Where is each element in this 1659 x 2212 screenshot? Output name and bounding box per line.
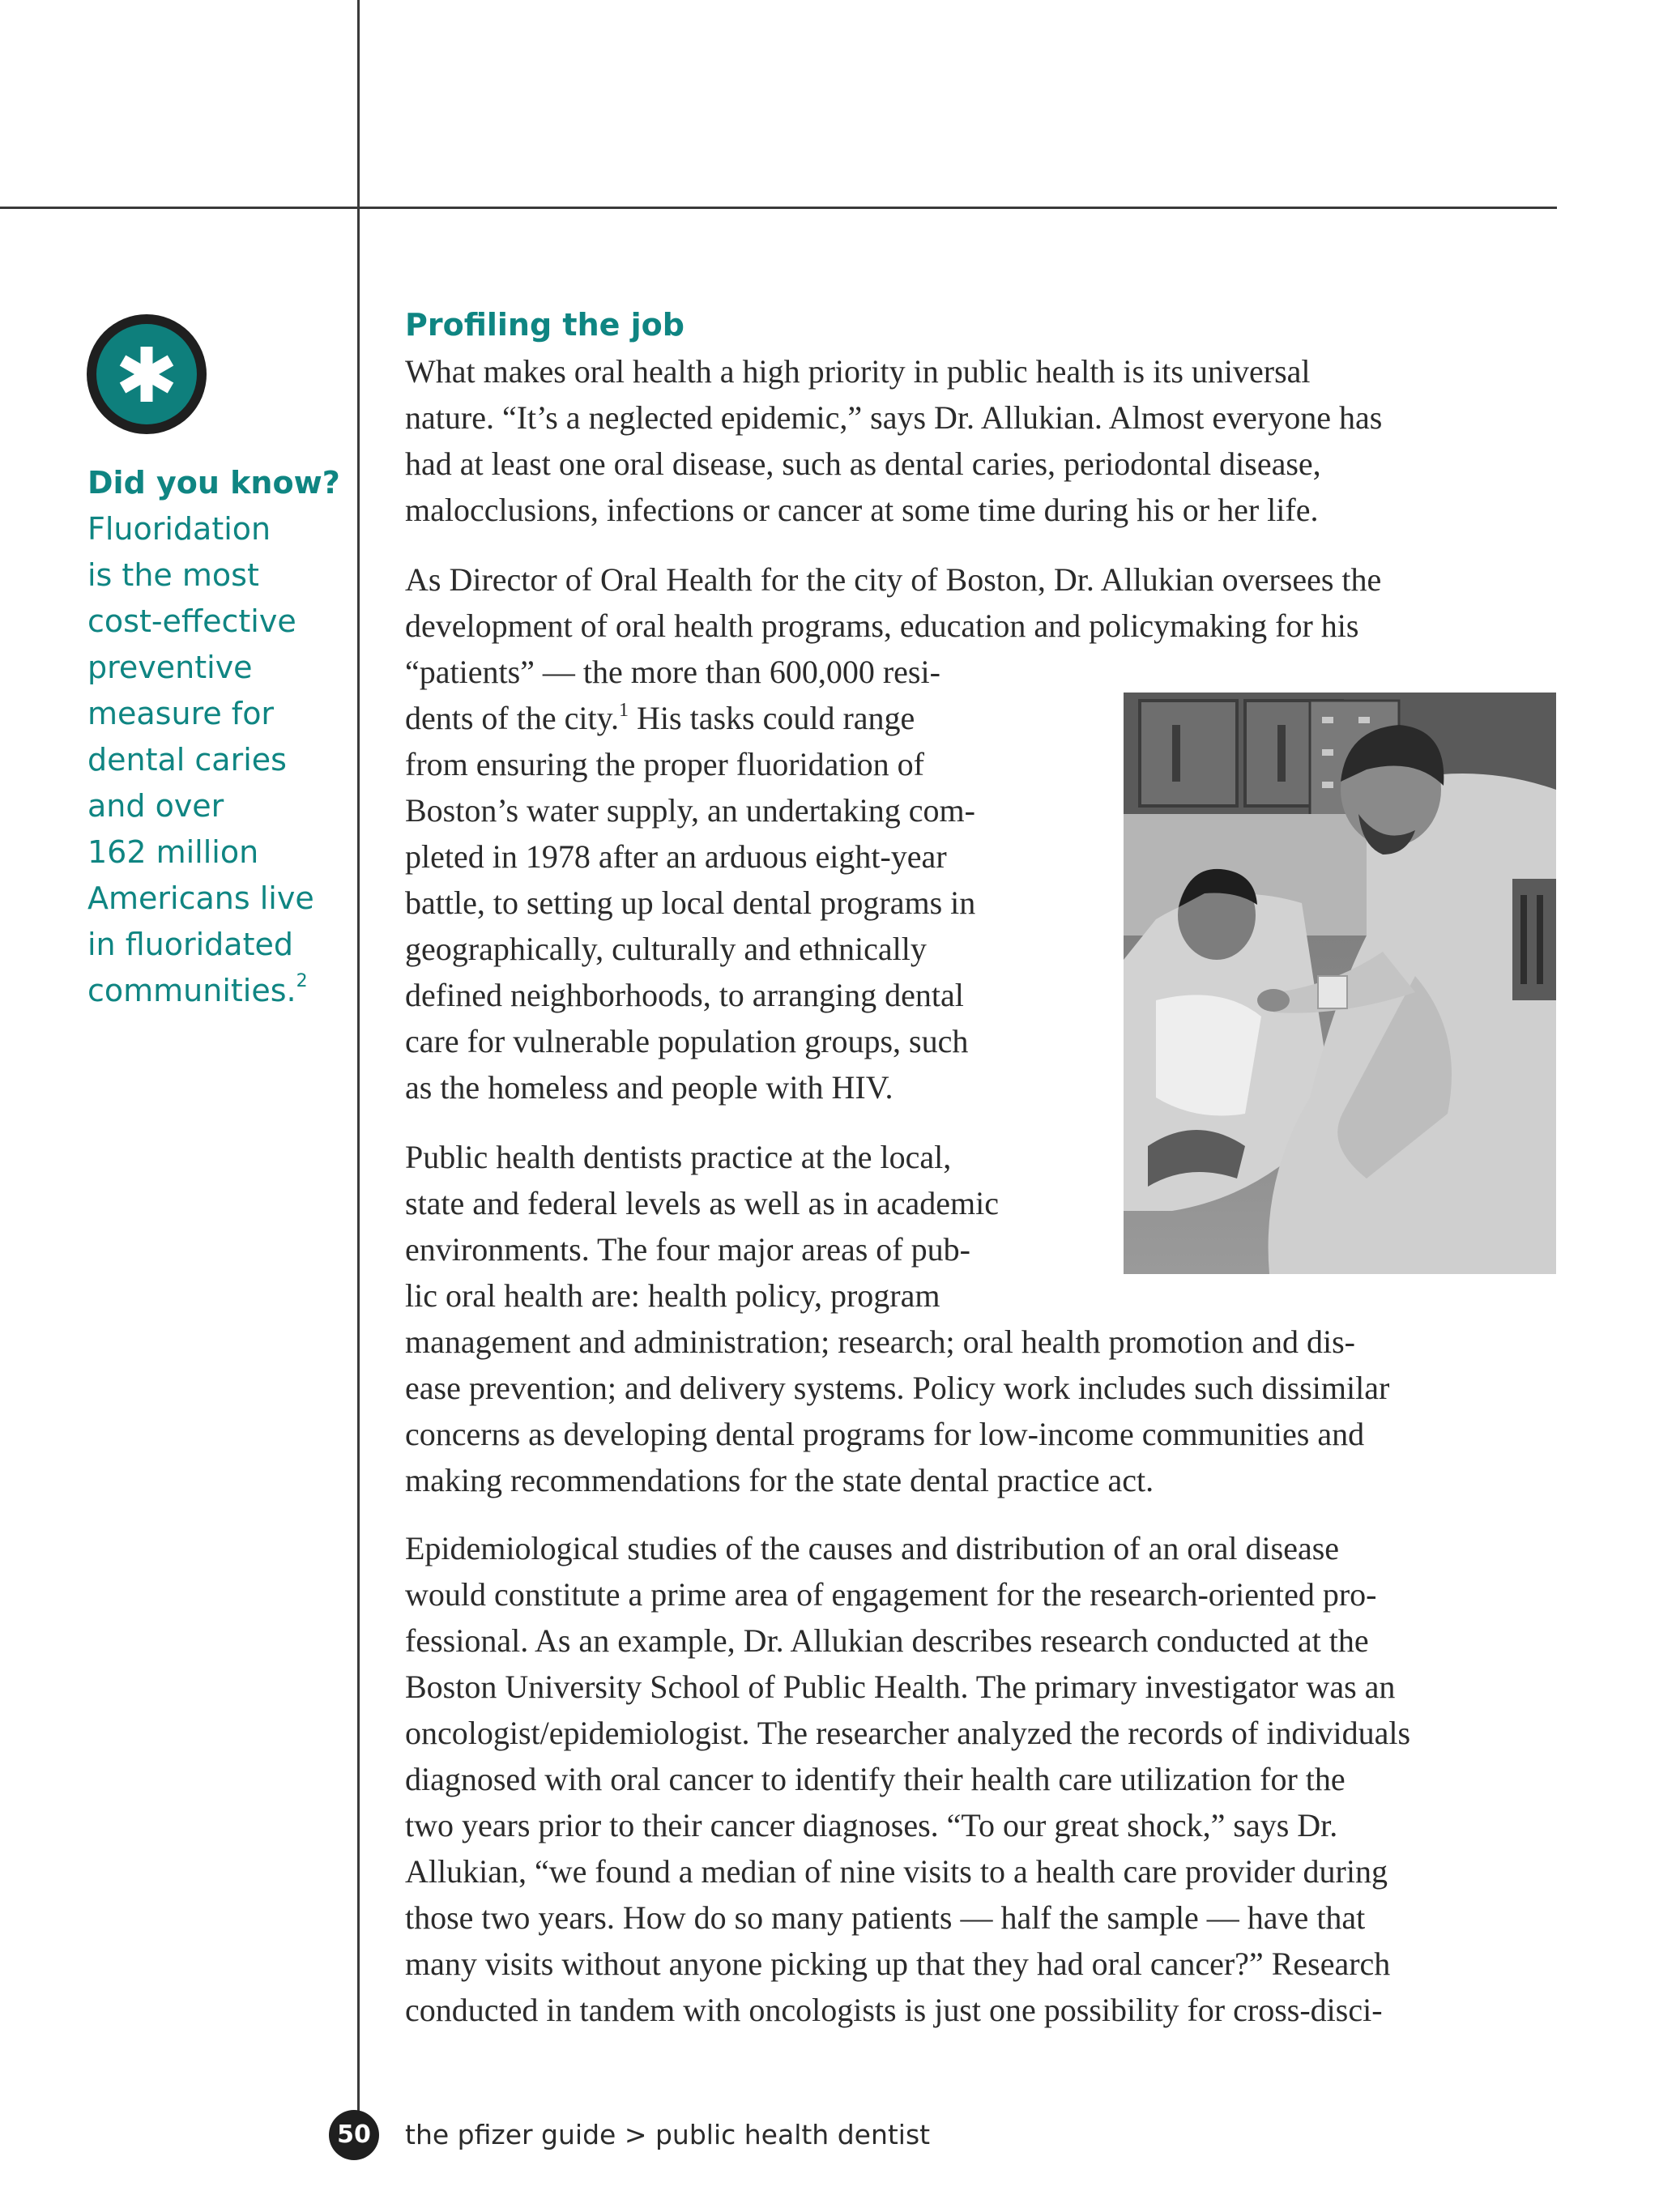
vertical-rule xyxy=(357,0,360,2116)
sidebar-line-last xyxy=(87,968,347,1014)
text-line: many visits without anyone picking up that they had oral cancer?” Research xyxy=(405,1946,1391,1982)
did-you-know-sidebar xyxy=(87,460,347,1014)
text-line: two years prior to their cancer diagnoses. “To our great shock,” says Dr. xyxy=(405,1807,1338,1843)
sidebar-line-text: communities. xyxy=(87,973,296,1008)
sidebar-heading: Did you know? xyxy=(87,465,340,501)
text-line: conducted in tandem with oncologists is just one possibility for cross-disci- xyxy=(405,1992,1383,2028)
text-fragment: dents of the city. xyxy=(405,700,620,736)
text-line: pleted in 1978 after an arduous eight-year xyxy=(405,838,947,875)
asterisk-icon xyxy=(87,314,207,434)
section-title: Profiling the job xyxy=(405,307,684,343)
sidebar-line: Fluoridation xyxy=(87,511,271,547)
text-line: oncologist/epidemiologist. The researcher analyzed the records of individuals xyxy=(405,1715,1411,1751)
sidebar-line: preventive xyxy=(87,650,253,685)
footnote-ref: 1 xyxy=(619,699,629,721)
sidebar-line: is the most xyxy=(87,557,259,593)
sidebar-footnote-ref: 2 xyxy=(296,971,308,992)
text-line: had at least one oral disease, such as dental caries, periodontal disease, xyxy=(405,445,1321,482)
text-line: As Director of Oral Health for the city of Boston, Dr. Allukian oversees the xyxy=(405,561,1382,598)
sidebar-line: and over xyxy=(87,788,224,824)
text-fragment: His tasks could range xyxy=(629,700,915,736)
text-line: lic oral health are: health policy, program xyxy=(405,1277,940,1314)
text-line: Boston University School of Public Health. The primary investigator was an xyxy=(405,1669,1396,1705)
footer-breadcrumb: the pfizer guide > public health dentist xyxy=(405,2119,931,2150)
sidebar-line: dental caries xyxy=(87,742,287,778)
text-line: from ensuring the proper fluoridation of xyxy=(405,746,924,782)
text-line: state and federal levels as well as in academic xyxy=(405,1185,999,1221)
text-line: care for vulnerable population groups, such xyxy=(405,1023,969,1059)
text-line: management and administration; research; oral health promotion and dis- xyxy=(405,1323,1355,1360)
text-line: What makes oral health a high priority in public health is its universal xyxy=(405,353,1311,390)
text-line: environments. The four major areas of pub- xyxy=(405,1231,970,1268)
paragraph-4 xyxy=(405,1525,1410,2033)
text-line: diagnosed with oral cancer to identify their health care utilization for the xyxy=(405,1761,1346,1797)
dentist-with-child-photo xyxy=(1124,693,1556,1274)
text-line: Public health dentists practice at the local, xyxy=(405,1139,952,1175)
text-line: concerns as developing dental programs for low-income communities and xyxy=(405,1416,1365,1452)
page-number: 50 xyxy=(329,2110,379,2160)
text-line: nature. “It’s a neglected epidemic,” says Dr. Allukian. Almost everyone has xyxy=(405,399,1383,436)
sidebar-line: measure for xyxy=(87,696,275,731)
horizontal-rule xyxy=(0,207,1557,209)
text-line: would constitute a prime area of engagement for the research-oriented pro- xyxy=(405,1576,1377,1613)
text-line: Allukian, “we found a median of nine visits to a health care provider during xyxy=(405,1853,1388,1890)
text-line: Epidemiological studies of the causes and distribution of an oral disease xyxy=(405,1530,1340,1566)
text-line: geographically, culturally and ethnically xyxy=(405,931,927,967)
text-line: ease prevention; and delivery systems. Policy work includes such dissimilar xyxy=(405,1370,1390,1406)
text-line: battle, to setting up local dental programs in xyxy=(405,884,976,921)
sidebar-line: in fluoridated xyxy=(87,927,293,962)
text-line: fessional. As an example, Dr. Allukian describes research conducted at the xyxy=(405,1622,1369,1659)
text-line: making recommendations for the state dental practice act. xyxy=(405,1462,1154,1498)
text-line: development of oral health programs, education and policymaking for his xyxy=(405,607,1359,644)
paragraph-1 xyxy=(405,348,1382,533)
sidebar-line: 162 million xyxy=(87,834,259,870)
sidebar-line: cost-effective xyxy=(87,603,296,639)
sidebar-line: Americans live xyxy=(87,880,314,916)
text-line: those two years. How do so many patients — half the sample — have that xyxy=(405,1899,1366,1936)
text-line: “patients” — the more than 600,000 resi- xyxy=(405,654,940,690)
text-line: malocclusions, infections or cancer at some time during his or her life. xyxy=(405,492,1319,528)
text-line: as the homeless and people with HIV. xyxy=(405,1069,893,1106)
text-line: Boston’s water supply, an undertaking com- xyxy=(405,792,975,829)
text-line: defined neighborhoods, to arranging dental xyxy=(405,977,964,1013)
